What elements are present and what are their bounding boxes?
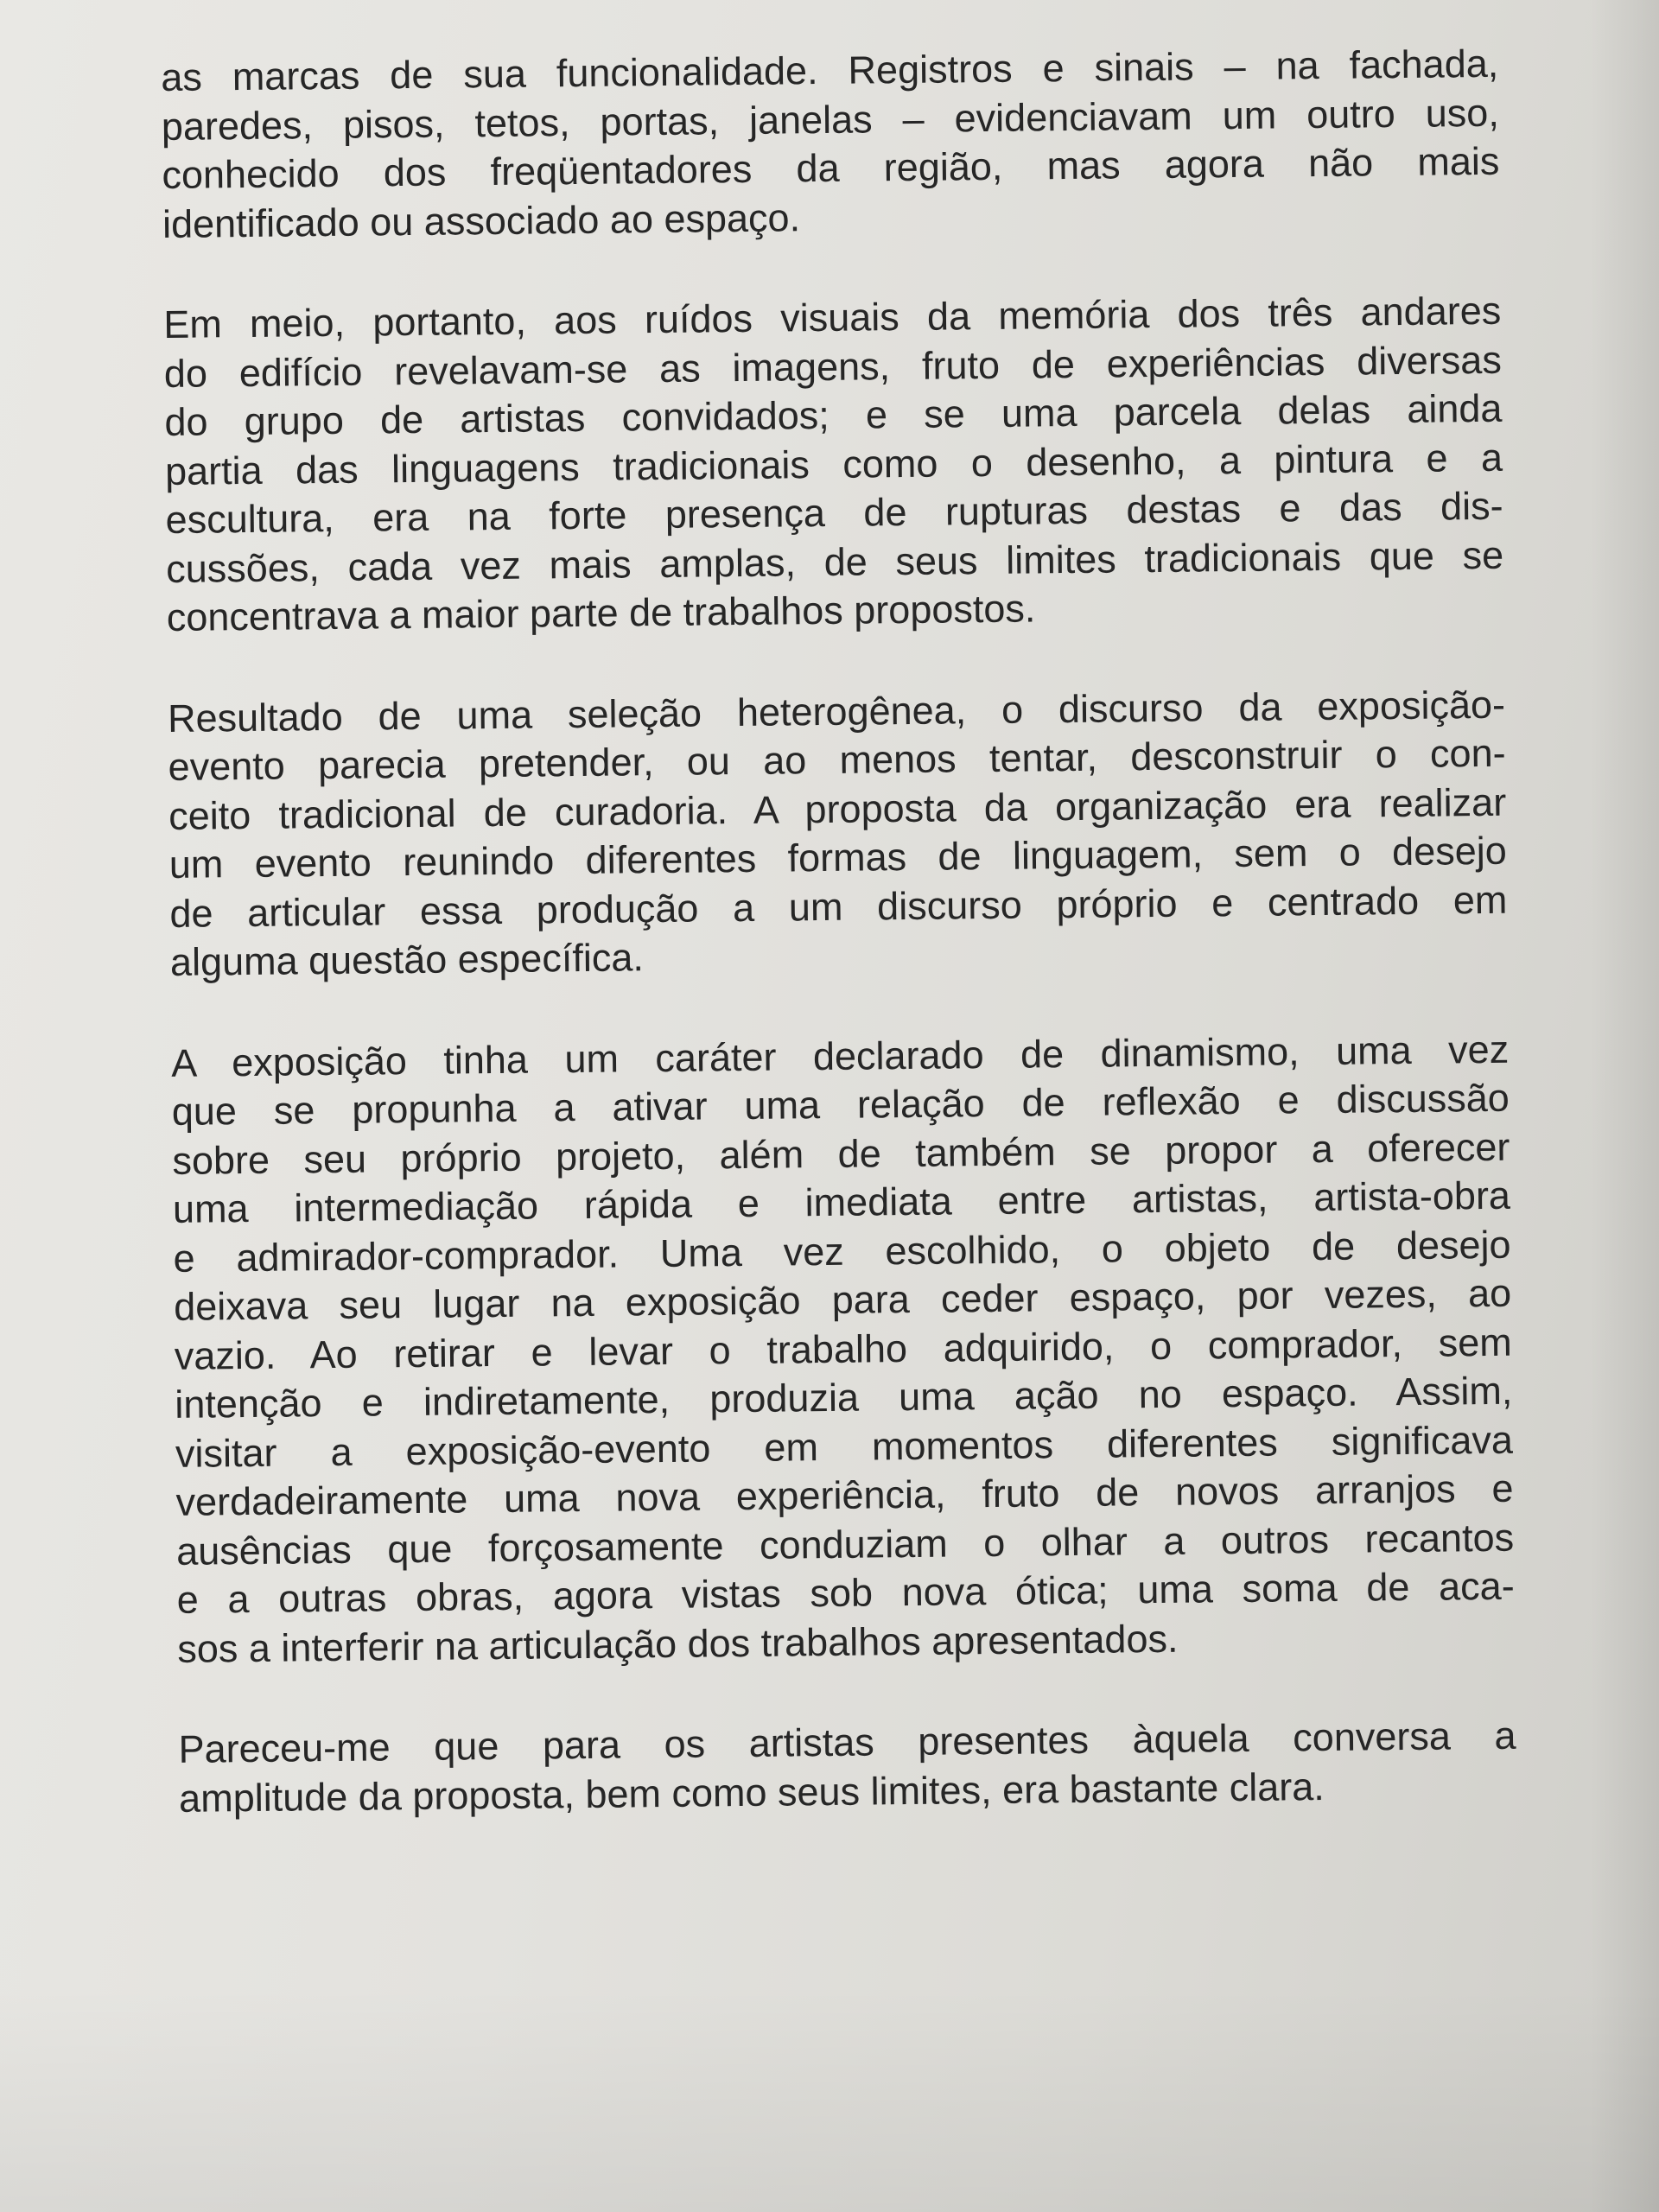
paragraph-4 (171, 1025, 1516, 1674)
text-line: escultura, era na forte presença de rupturas destas e das dis- (165, 483, 1503, 542)
text-line: as marcas de sua funcionalidade. Registros e sinais – na fachada, (161, 41, 1499, 99)
text-line: ausências que forçosamente conduziam o olhar a outros recantos (175, 1515, 1515, 1573)
text-line: um evento reunindo diferentes formas de linguagem, sem o desejo (168, 828, 1508, 887)
text-line: e admirador-comprador. Uma vez escolhido, o objeto de desejo (173, 1222, 1511, 1281)
paragraph-5 (178, 1712, 1516, 1823)
paragraph-2 (163, 287, 1504, 643)
page-edge-shadow (1590, 0, 1659, 2212)
text-line: alguma questão específica. (169, 935, 645, 984)
text-line: identificado ou associado ao espaço. (162, 194, 801, 246)
text-line: partia das linguagens tradicionais como o desenho, a pintura e a (164, 435, 1503, 493)
text-line: de articular essa produção a um discurso próprio e centrado em (169, 877, 1508, 936)
text-line: e a outras obras, agora vistas sob nova ótica; uma soma de aca- (176, 1563, 1515, 1622)
body-text (161, 40, 1516, 1823)
text-line: deixava seu lugar na exposição para ceder espaço, por vezes, ao (173, 1270, 1512, 1329)
text-line: visitar a exposição-evento em momentos diferentes significava (175, 1417, 1514, 1476)
page-bottom-shadow (0, 1987, 1659, 2212)
text-line: intenção e indiretamente, produzia uma ação no espaço. Assim, (175, 1368, 1513, 1427)
text-line: Resultado de uma seleção heterogênea, o discurso da exposição- (167, 682, 1506, 741)
text-line: A exposição tinha um caráter declarado de dinamismo, uma vez (170, 1027, 1510, 1085)
text-line: concentrava a maior parte de trabalhos propostos. (166, 586, 1036, 639)
text-line: uma intermediação rápida e imediata entre artistas, artista-obra (172, 1173, 1511, 1231)
text-line: sos a interferir na articulação dos trabalhos apresentados. (177, 1616, 1179, 1671)
text-line: do grupo de artistas convidados; e se uma parcela delas ainda (164, 385, 1503, 444)
text-line: que se propunha a ativar uma relação de reflexão e discussão (171, 1075, 1510, 1134)
text-line: ceito tradicional de curadoria. A proposta da organização era realizar (168, 779, 1507, 838)
paragraph-3 (168, 680, 1508, 987)
paragraph-1 (161, 40, 1500, 249)
text-line: verdadeiramente uma nova experiência, fruto de novos arranjos e (175, 1465, 1514, 1524)
text-line: cussões, cada vez mais amplas, de seus limites tradicionais que se (165, 532, 1504, 591)
text-line: sobre seu próprio projeto, além de também se propor a oferecer (172, 1124, 1510, 1183)
text-line: amplitude da proposta, bem como seus limites, era bastante clara. (178, 1764, 1325, 1821)
text-line: paredes, pisos, tetos, portas, janelas – evidenciavam um outro uso, (161, 90, 1500, 149)
text-line: conhecido dos freqüentadores da região, mas agora não mais (162, 138, 1500, 197)
text-line: do edifício revelavam-se as imagens, fruto de experiências diversas (163, 337, 1503, 396)
text-line: Pareceu-me que para os artistas presentes àquela conversa a (178, 1713, 1516, 1771)
text-line: vazio. Ao retirar e levar o trabalho adquirido, o comprador, sem (174, 1319, 1512, 1378)
text-line: Em meio, portanto, aos ruídos visuais da memória dos três andares (163, 288, 1502, 346)
text-line: evento parecia pretender, ou ao menos tentar, desconstruir o con- (168, 730, 1506, 789)
